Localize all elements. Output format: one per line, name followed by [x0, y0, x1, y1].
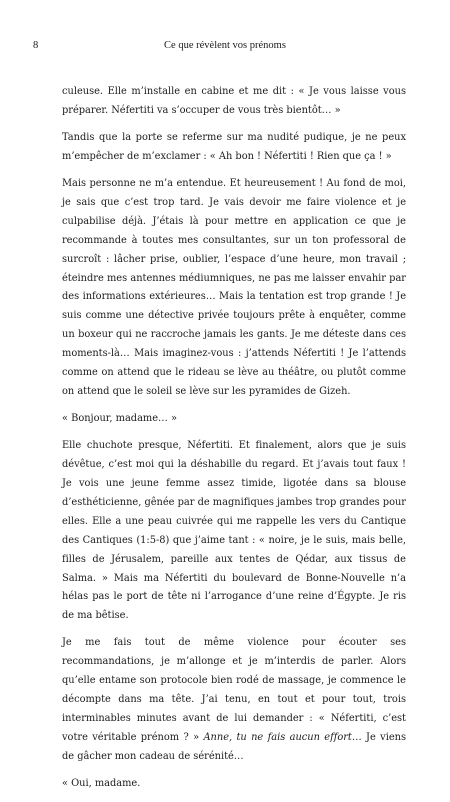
paragraph: Elle chuchote presque, Néfertiti. Et finalement, alors que je suis dévêtue, c’est moi qui la déshabille du regard. Et j’avais tout faux ! Je vois une jeune femme assez timide, ligotée dans sa blouse d’esthéticienne, gênée par de magnifiques jambes trop grandes pour elles. Elle a une peau cuivrée qui me rappelle les vers du Cantique des Cantiques (1:5-8) que j’aime tant : « noire, je le suis, mais belle, filles de Jérusalem, pareille aux tentes de Qédar, aux tissus de Salma. » Mais ma Néfertiti du boulevard de Bonne-Nouvelle n’a hélas pas le port de tête ni l’arrogance d’une reine d’Égypte. Je ris de ma bêtise.	[62, 440, 406, 622]
paragraph-text: Je me fais tout de même violence pour écouter ses recommandations, je m’allonge et je m’interdis de parler. Alors qu’elle entame son protocole bien rodé de massage, je commence le décompte dans ma tête. J’ai tenu, en tout et pour tout, trois interminables minutes avant de lui demander : « Néfertiti, c’est votre véritable prénom ? »	[62, 637, 406, 743]
paragraph: Mais personne ne m’a entendue. Et heureusement ! Au fond de moi, je sais que c’est trop tard. Je vais devoir me faire violence et je culpabilise déjà. J’étais là pour mettre en application ce que je recommande à toutes mes consultantes, sur un ton professoral de surcroît : lâcher prise, oublier, l’espace d’une heure, mon travail ; éteindre mes antennes médiumniques, ne pas me laisser envahir par des informations extérieures… Mais la tentation est trop grande ! Je suis comme une détective privée toujours prête à enquêter, comme un boxeur qui ne raccroche jamais les gants. Je me déteste dans ces moments-là… Mais imaginez-vous : j’attends Néfertiti ! Je l’attends comme on attend que le rideau se lève au théâtre, ou plutôt comme on attend que le soleil se lève sur les pyramides de Gizeh.	[62, 178, 406, 397]
page-number: 8	[33, 40, 39, 51]
paragraph: Tandis que la porte se referme sur ma nudité pudique, je ne peux m’empêcher de m’exclamer : « Ah bon ! Néfertiti ! Rien que ça ! »	[62, 132, 406, 162]
paragraph	[62, 634, 406, 766]
body-text	[62, 83, 406, 802]
paragraph: « Bonjour, madame… »	[62, 413, 177, 425]
running-header: Ce que révèlent vos prénoms	[164, 40, 286, 51]
paragraph: « Oui, madame.	[62, 777, 141, 789]
paragraph: culeuse. Elle m’installe en cabine et me dit : « Je vous laisse vous préparer. Néfertiti va s’occuper de vous très bientôt… »	[62, 86, 406, 116]
italic-aside: Anne, tu ne fais aucun effort…	[203, 731, 362, 743]
paragraph-text: Je viens de gâcher mon cadeau de sérénité…	[62, 731, 406, 762]
